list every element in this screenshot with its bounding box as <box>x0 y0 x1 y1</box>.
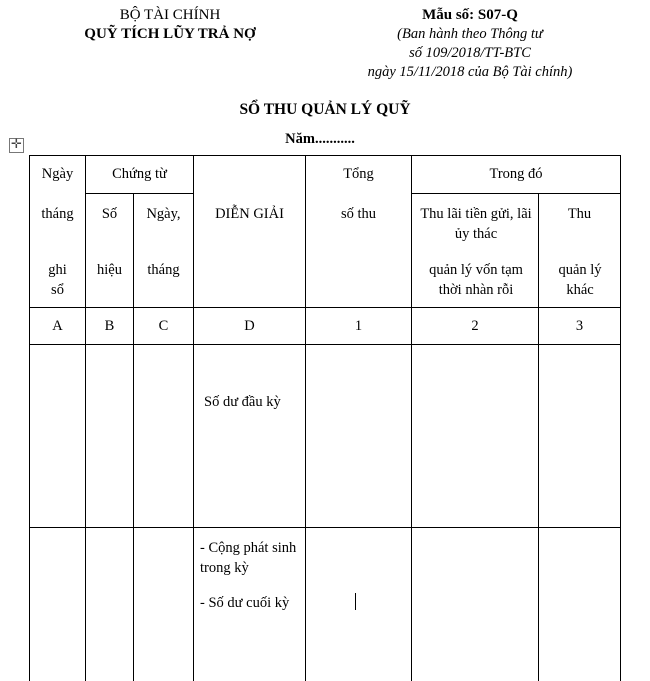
table-border-top <box>29 155 621 156</box>
breakdown-header-divider <box>411 193 621 194</box>
col-line-4 <box>305 155 306 681</box>
col-number-l2: hiệu <box>97 262 122 278</box>
code-a: A <box>52 318 63 334</box>
header-bottom-line <box>29 307 621 308</box>
code-1: 1 <box>354 318 363 334</box>
opening-row-bottom-line <box>29 527 621 528</box>
fund-name: QUỸ TÍCH LŨY TRẢ NỢ <box>84 26 256 42</box>
code-d: D <box>244 318 255 334</box>
col-line-0 <box>29 155 30 681</box>
col-interest-l1: Thu lãi tiền gửi, lãi ủy thác <box>420 206 532 242</box>
col-line-5 <box>411 155 412 681</box>
col-date-l3: ghi <box>48 262 67 278</box>
document-title: SỔ THU QUẢN LÝ QUỸ <box>239 101 411 118</box>
col-interest-l2: quản lý vốn tạm thời nhàn rỗi <box>429 262 523 298</box>
col-line-3 <box>193 155 194 681</box>
col-number-l1: Số <box>101 206 118 222</box>
col-voucher: Chứng từ <box>112 166 167 182</box>
row-total-arising: - Cộng phát sinh trong kỳ <box>200 540 297 576</box>
col-of-which: Trong đó <box>489 166 543 182</box>
col-date-l2: tháng <box>41 206 74 222</box>
row-opening-balance: Số dư đầu kỳ <box>204 394 281 410</box>
col-day-l1: Ngày, <box>146 206 181 222</box>
col-date-l4: sổ <box>51 282 64 298</box>
ministry-name: BỘ TÀI CHÍNH <box>119 7 221 23</box>
code-2: 2 <box>471 318 479 334</box>
issued-by-line3: ngày 15/11/2018 của Bộ Tài chính) <box>367 64 573 80</box>
form-info-block <box>320 6 620 82</box>
issuer-block <box>40 6 300 44</box>
col-description: DIỄN GIẢI <box>215 206 284 222</box>
code-row-bottom-line <box>29 344 621 345</box>
col-line-7 <box>620 155 621 681</box>
col-other-l2: quản lý khác <box>558 262 602 298</box>
code-b: B <box>104 318 115 334</box>
col-total-l2: số thu <box>340 206 377 222</box>
year-label: Năm........... <box>285 131 355 147</box>
col-line-6 <box>538 193 539 681</box>
code-c: C <box>158 318 169 334</box>
col-other-l1: Thu <box>567 206 592 222</box>
form-code: Mẫu số: S07-Q <box>422 7 518 23</box>
issued-by-line2: số 109/2018/TT-BTC <box>409 45 531 61</box>
col-total-l1: Tổng <box>343 166 374 182</box>
code-3: 3 <box>575 318 584 334</box>
voucher-header-divider <box>85 193 193 194</box>
col-day-l2: tháng <box>147 262 180 278</box>
col-line-1 <box>85 155 86 681</box>
issued-by-line1: (Ban hành theo Thông tư <box>397 26 543 42</box>
text-cursor <box>355 593 356 610</box>
row-closing-balance: - Số dư cuối kỳ <box>200 595 290 611</box>
table-move-handle-icon[interactable]: ✛ <box>9 138 24 153</box>
col-date-l1: Ngày <box>41 166 74 182</box>
